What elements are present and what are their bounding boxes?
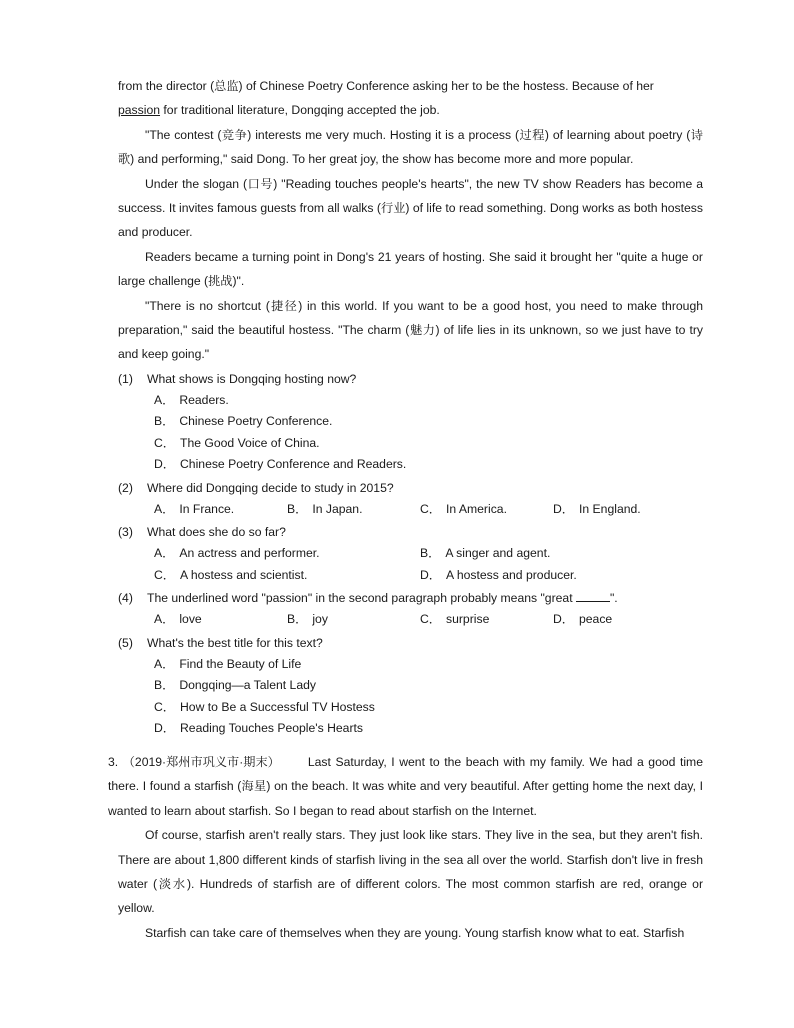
option-row (118, 565, 703, 587)
option-row (118, 697, 703, 719)
passage1-paragraph-1: from the director (总监) of Chinese Poetry Conference asking her to be the hostess. Because of her passion for traditional literature, Dongqing accepted the job. (118, 79, 654, 118)
option-b: B． In Japan. (287, 501, 363, 516)
passage1-paragraph-5: "There is no shortcut (捷径) in this world. If you want to be a good host, you need to make through preparation," said the beautiful hostess. "The charm (魅力) of life lies in its unknown, so we just have to try and keep going." (118, 298, 703, 362)
question-stem: The underlined word "passion" in the second paragraph probably means "great ". (147, 591, 618, 606)
option-row (118, 499, 703, 521)
option-a: A． An actress and performer. (154, 546, 320, 561)
option-d: D． peace (553, 612, 613, 627)
passage1-paragraph-3: Under the slogan (口号) "Reading touches people's hearts", the new TV show Readers has become a success. It invites famous guests from all walks (行业) of life to read something. Dong works as both hostess and producer. (118, 176, 703, 240)
option-row (118, 390, 703, 412)
option-row (118, 433, 703, 455)
option-row (118, 454, 703, 476)
option-d: D． Chinese Poetry Conference and Readers. (154, 457, 407, 472)
question-1 (118, 368, 703, 390)
question-number: (2) (118, 480, 133, 495)
option-a: A． In France. (154, 501, 235, 516)
passage1-paragraph-2: "The contest (竞争) interests me very much. Hosting it is a process (过程) of learning about poetry (诗歌) and performing," said Dong. To her great joy, the show has become more and more popular. (118, 127, 703, 167)
option-row (118, 543, 703, 565)
option-row (118, 411, 703, 433)
underlined-word-passion: passion (118, 103, 161, 118)
question-number: (3) (118, 525, 133, 540)
question-stem: Where did Dongqing decide to study in 2015? (147, 480, 394, 495)
option-b: B． Dongqing—a Talent Lady (154, 678, 316, 693)
passage2-paragraph-2: Of course, starfish aren't really stars. They just look like stars. They live in the sea, but they aren't fish. There are about 1,800 different kinds of starfish living in the sea all over the world. Starfish don't live in fresh water (淡水). Hundreds of starfish are of different colors. The most common starfish are red, orange or yellow. (118, 828, 703, 916)
source-tag: （2019·郑州市巩义市·期末） (122, 754, 280, 769)
question-number: 3. (108, 754, 119, 769)
option-c: C． A hostess and scientist. (154, 567, 308, 582)
question-stem: What does she do so far? (147, 525, 286, 540)
question-number: (5) (118, 635, 133, 650)
passage2-paragraph-3: Starfish can take care of themselves when they are young. Young starfish know what to eat. Starfish (145, 925, 685, 940)
passage1-paragraph-4: Readers became a turning point in Dong's 21 years of hosting. She said it brought her "quite a huge or large challenge (挑战)". (118, 249, 703, 289)
option-b: B． Chinese Poetry Conference. (154, 414, 333, 429)
question-number: (1) (118, 371, 133, 386)
answer-blank (576, 590, 610, 602)
question-stem: What shows is Dongqing hosting now? (147, 371, 357, 386)
option-c: C． The Good Voice of China. (154, 435, 320, 450)
option-c: C． surprise (420, 612, 490, 627)
question-2 (118, 477, 703, 499)
option-row (118, 609, 703, 631)
question-4 (118, 587, 703, 609)
option-a: A． Find the Beauty of Life (154, 656, 302, 671)
option-a: A． love (154, 612, 202, 627)
option-row (118, 675, 703, 697)
document-page (108, 74, 703, 945)
option-a: A． Readers. (154, 392, 229, 407)
option-d: D． In England. (553, 501, 641, 516)
option-row (118, 654, 703, 676)
question-5 (118, 632, 703, 654)
question-stem: What's the best title for this text? (147, 635, 323, 650)
option-c: C． In America. (420, 501, 507, 516)
option-row (118, 718, 703, 740)
passage2-paragraph-1: 3. （2019·郑州市巩义市·期末） Last Saturday, I went to the beach with my family. We had a good time there. I found a starfish (海星) on the beach. It was white and very beautiful. After getting home the next day, I wanted to learn about starfish. So I began to read about starfish on the Internet. (108, 750, 703, 823)
question-number: (4) (118, 591, 133, 606)
option-d: D． A hostess and producer. (420, 567, 577, 582)
option-b: B． joy (287, 612, 328, 627)
option-d: D． Reading Touches People's Hearts (154, 721, 363, 736)
option-c: C． How to Be a Successful TV Hostess (154, 699, 375, 714)
option-b: B． A singer and agent. (420, 546, 551, 561)
question-3 (118, 521, 703, 543)
